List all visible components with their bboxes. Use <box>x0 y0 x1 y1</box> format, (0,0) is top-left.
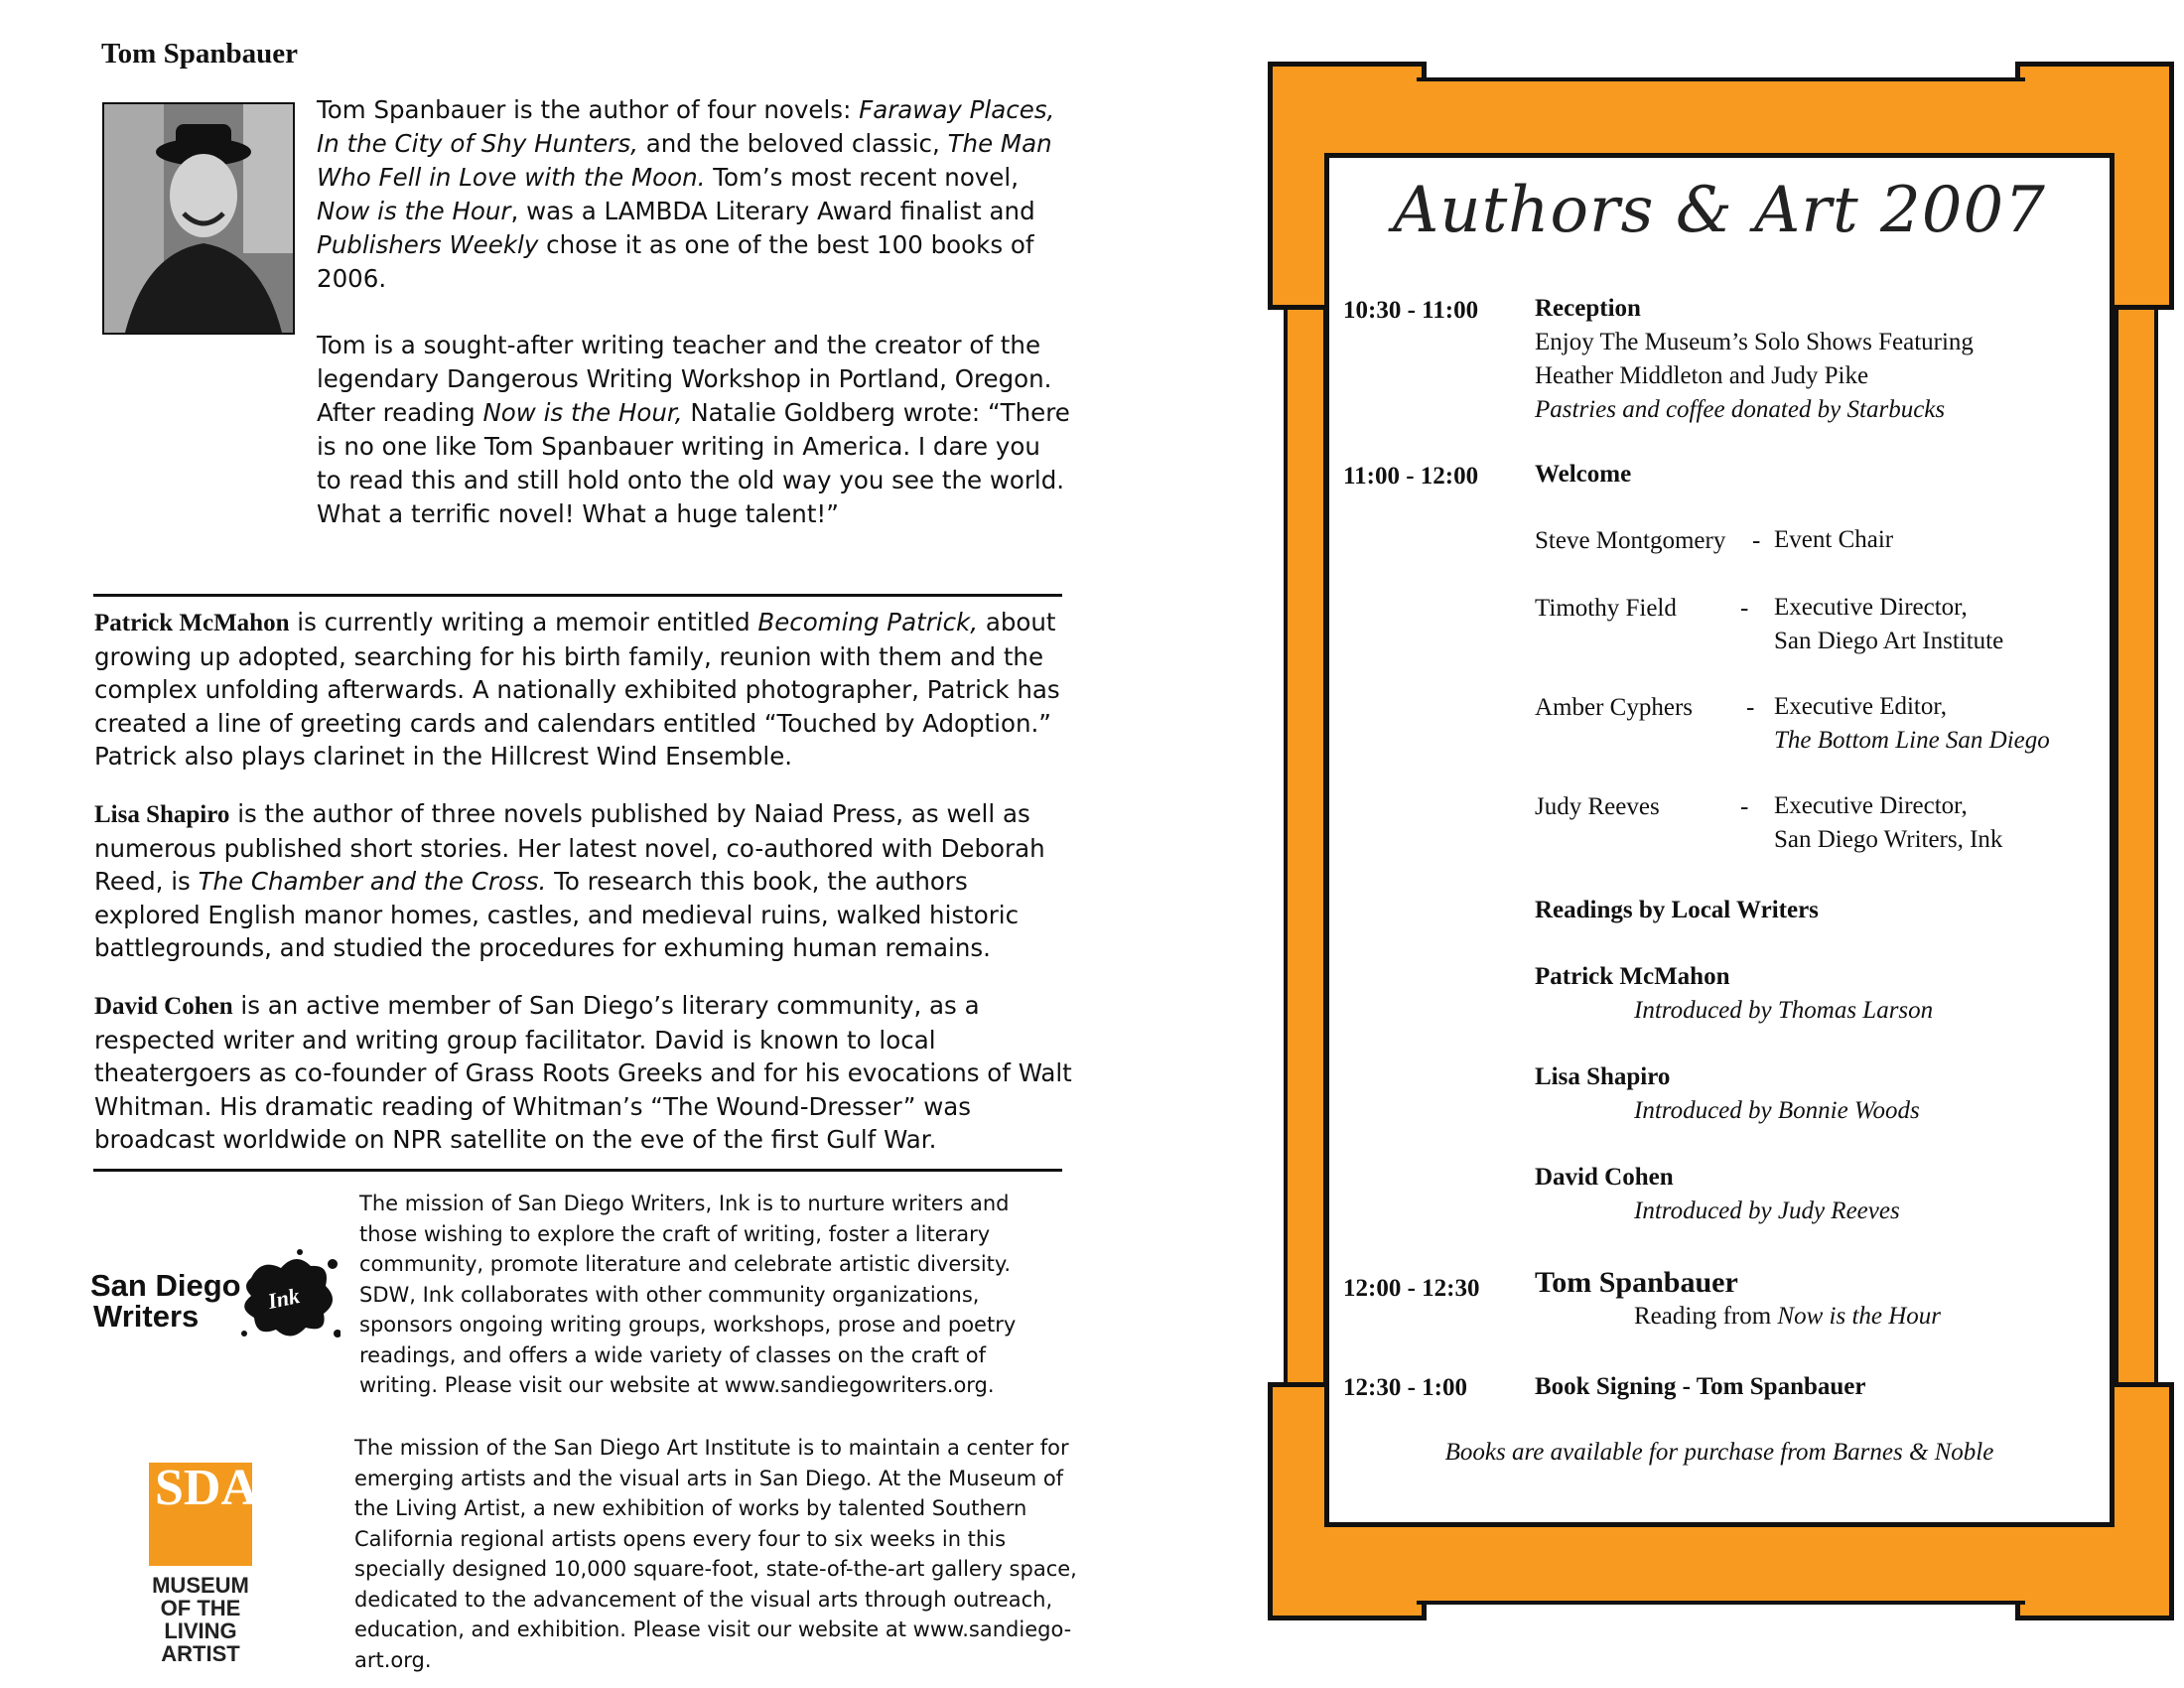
sdai-logo-mark <box>149 1460 279 1566</box>
cohen-bio: David Cohen is an active member of San Diego’s literary community, as a respected writer and writing group facilitator. David is known to local theatergoers as co-founder of Grass Roots Greeks and for his evocations of Walt Whitman. His dramatic reading of Whitman’s “The Wound-Dresser” was broadcast worldwide on NPR satellite on the eve of the first Gulf War. <box>94 991 1072 1154</box>
feature-time: 12:00 - 12:30 <box>1343 1275 1480 1302</box>
signing-title: Book Signing - Tom Spanbauer <box>1535 1373 1866 1400</box>
frame-band-right <box>2115 290 2158 1462</box>
speaker-name: Timothy Field <box>1535 595 1677 622</box>
shapiro-name: Lisa Shapiro <box>94 801 230 828</box>
program-card <box>1324 153 2115 1527</box>
program-footer: Books are available for purchase from Barnes & Noble <box>1444 1439 1994 1466</box>
reading-item: Lisa Shapiro Introduced by Bonnie Woods <box>1535 1063 1920 1124</box>
reading-item: Patrick McMahon Introduced by Thomas Larson <box>1535 963 1934 1024</box>
feature-name: Tom Spanbauer <box>1535 1266 1738 1299</box>
speaker-role: Executive Editor, The Bottom Line San Diego <box>1774 693 2050 754</box>
speaker-role: Executive Director, San Diego Writers, Ink <box>1774 792 2003 853</box>
section-divider <box>93 1169 1062 1172</box>
san-diego-writers-logo <box>87 1246 341 1345</box>
sdai-logo-letters: SDAI <box>155 1460 279 1516</box>
reading-item: David Cohen Introduced by Judy Reeves <box>1535 1164 1900 1224</box>
readings-title: Readings by Local Writers <box>1535 897 1819 923</box>
author-photo-image <box>104 104 295 335</box>
reception-block <box>1535 292 1974 427</box>
cohen-name: David Cohen <box>94 993 233 1020</box>
speaker-name: Judy Reeves <box>1535 793 1660 820</box>
san-diego-art-institute-logo <box>147 1460 279 1666</box>
sdw-logo-ink: Ink <box>265 1282 302 1315</box>
speaker-dash: - <box>1740 793 1749 820</box>
speaker-role: Event Chair <box>1774 526 1894 553</box>
reception-title: Reception <box>1535 295 1641 322</box>
sdai-mission: The mission of the San Diego Art Institute is to maintain a center for emerging artists and the visual arts in San Diego. At the Museum of the Living Artist, a new exhibition of works by talented Southern California regional artists opens every four to six weeks in this specially designed 10,000 square-foot, state-of-the-art gallery space, dedicated to the advancement of the visual arts through outreach, education, and exhibition. Please visit our website at www.sandiego-art.org. <box>354 1436 1077 1672</box>
frame-band-bottom <box>1417 1523 2025 1605</box>
sdw-logo-line-1: San Diego <box>90 1268 241 1303</box>
speaker-dash: - <box>1740 595 1749 622</box>
welcome-title: Welcome <box>1535 461 1632 488</box>
sdai-museum-name: MUSEUM OF THE LIVING ARTIST <box>152 1573 249 1666</box>
sdw-mission: The mission of San Diego Writers, Ink is to nurture writers and those wishing to explore the craft of writing, foster a literary community, promote literature and celebrate artistic diversity. SDW, Ink collaborates with other community organizations, sponsors ongoing writing groups, workshops, prose and poetry readings, and offers a wide variety of classes on the craft of writing. Please visit our website at www.sandiegowriters.org. <box>359 1192 1017 1397</box>
spanbauer-bio-paragraph-1: Tom Spanbauer is the author of four novels: Faraway Places, In the City of Shy Hunters, and the beloved classic, The Man Who Fell in Love with the Moon. Tom’s most recent novel, Now is the Hour, was a LAMBDA Literary Award finalist and Publishers Weekly chose it as one of the best 100 books of 2006. <box>317 95 1055 293</box>
sdw-logo-line-2: Writers <box>93 1299 200 1334</box>
reception-line-1: Enjoy The Museum’s Solo Shows Featuring <box>1535 329 1974 355</box>
reception-time: 10:30 - 11:00 <box>1343 297 1479 324</box>
frame-band-left <box>1284 290 1327 1462</box>
speaker-name: Steve Montgomery <box>1535 527 1726 554</box>
welcome-time: 11:00 - 12:00 <box>1343 463 1479 490</box>
section-divider <box>93 594 1062 597</box>
program-panel <box>1268 62 2174 1620</box>
reception-note: Pastries and coffee donated by Starbucks <box>1535 396 1946 423</box>
speaker-role: Executive Director, San Diego Art Institute <box>1774 594 2004 654</box>
signing-time: 12:30 - 1:00 <box>1343 1374 1467 1401</box>
speaker-dash: - <box>1752 527 1761 554</box>
spanbauer-bio-paragraph-2: Tom is a sought-after writing teacher and the creator of the legendary Dangerous Writing Workshop in Portland, Oregon. After reading Now is the Hour, Natalie Goldberg wrote: “There is no one like Tom Spanbauer writing in America. I dare you to read this and still hold onto the old way you see the world. What a terrific novel! What a huge talent!” <box>317 331 1070 528</box>
program-title: Authors & Art 2007 <box>1393 174 2046 247</box>
frame-band-top <box>1417 77 2025 157</box>
feature-reading: Reading from Now is the Hour <box>1634 1303 1942 1330</box>
reception-line-2: Heather Middleton and Judy Pike <box>1535 362 1869 389</box>
author-photo <box>102 102 295 335</box>
spanbauer-bio <box>317 93 1071 564</box>
feature-block <box>1535 1266 1941 1334</box>
shapiro-bio: Lisa Shapiro is the author of three novels published by Naiad Press, as well as numerous published short stories. Her latest novel, co-authored with Deborah Reed, is The Chamber and the Cross. To research this book, the authors explored English manor homes, castles, and medieval ruins, walked historic battlegrounds, and studied the procedures for exhuming human remains. <box>94 799 1045 962</box>
speaker-name: Amber Cyphers <box>1535 694 1693 721</box>
speaker-dash: - <box>1746 694 1755 721</box>
mcmahon-name: Patrick McMahon <box>94 610 290 636</box>
mcmahon-bio: Patrick McMahon is currently writing a memoir entitled Becoming Patrick, about growing up adopted, searching for his birth family, reunion with them and the complex unfolding afterwards. A nationally exhibited photographer, Patrick has created a line of greeting cards and calendars entitled “Touched by Adoption.” Patrick also plays clarinet in the Hillcrest Wind Ensemble. <box>94 608 1060 771</box>
spanbauer-heading: Tom Spanbauer <box>101 38 298 70</box>
